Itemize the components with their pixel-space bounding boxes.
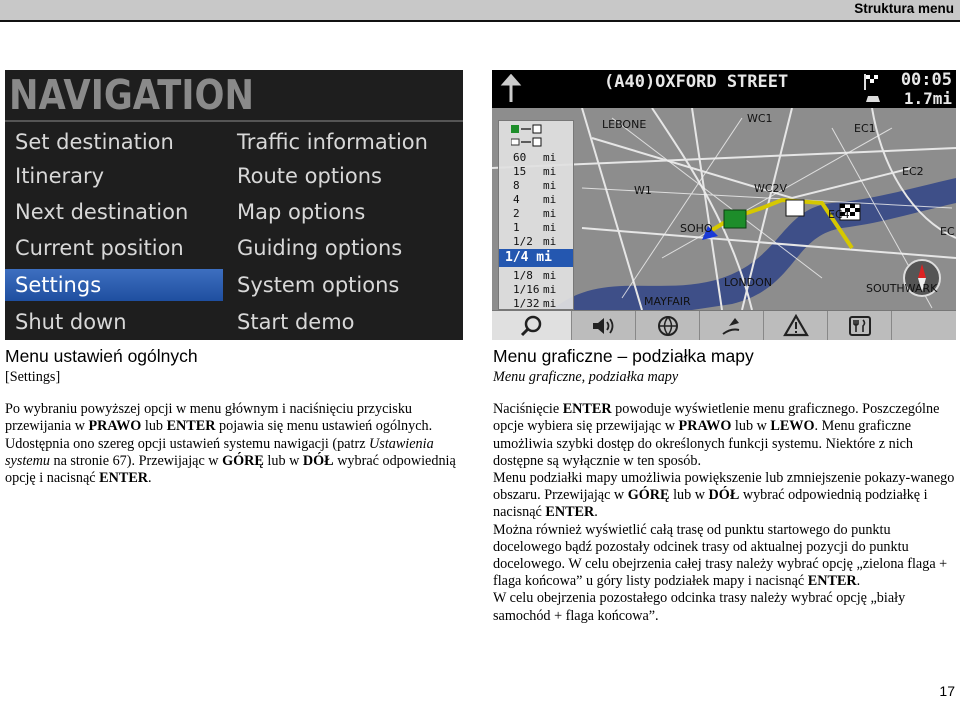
map-label: LONDON	[724, 276, 772, 289]
nav-item-settings[interactable]: Settings	[5, 269, 223, 301]
map-label: EC4	[828, 208, 850, 221]
nav-item-map-options[interactable]: Map options	[237, 200, 366, 224]
scale-option[interactable]: 1/8 mi	[513, 269, 557, 282]
nav-item-traffic-information[interactable]: Traffic information	[237, 130, 428, 154]
nav-item-next-destination[interactable]: Next destination	[15, 200, 189, 224]
scale-option[interactable]: 15 mi	[513, 165, 557, 178]
route-button[interactable]	[700, 311, 764, 340]
car-icon	[864, 92, 882, 106]
volume-icon	[590, 314, 618, 338]
route-overview-icon[interactable]	[511, 124, 561, 150]
scale-option[interactable]: 1/2 mi	[513, 235, 557, 248]
nav-item-route-options[interactable]: Route options	[237, 164, 382, 188]
warning-icon	[783, 314, 809, 338]
graphic-menu-section	[493, 346, 957, 625]
scale-option[interactable]: 1 mi	[513, 221, 557, 234]
scale-option[interactable]: 1/32 mi	[513, 297, 557, 310]
map-label: SOUTHWARK	[866, 282, 938, 295]
street-name: (A40)OXFORD STREET	[604, 72, 789, 92]
nav-item-set-destination[interactable]: Set destination	[15, 130, 174, 154]
settings-menu-section	[5, 346, 461, 487]
scale-option[interactable]: 60 mi	[513, 151, 557, 164]
header-title: Struktura menu	[854, 1, 954, 16]
section-heading: Menu ustawień ogólnych	[5, 346, 198, 366]
nav-item-guiding-options[interactable]: Guiding options	[237, 236, 403, 260]
graphic-menu-bar	[492, 310, 956, 340]
section-heading: Menu graficzne – podziałka mapy	[493, 346, 754, 366]
map-label: SOHO	[680, 222, 713, 235]
route-icon	[719, 314, 745, 338]
volume-button[interactable]	[572, 311, 636, 340]
nav-item-system-options[interactable]: System options	[237, 273, 400, 297]
paragraph: Menu podziałki mapy umożliwia powiększenie lub zmniejszenie pokazy-wanego obszaru. Przewijając w GÓRĘ lub w DÓŁ wybrać odpowiednią podziałkę i nacisnąć ENTER.	[493, 470, 955, 521]
scale-option-selected[interactable]: 1/4 mi	[499, 249, 573, 267]
map-status-bar	[492, 70, 956, 108]
map-label: W1	[634, 184, 652, 197]
paragraph: Naciśnięcie ENTER powoduje wyświetlenie menu graficznego. Poszczególne opcje wybiera się przewijając w PRAWO lub w LEWO. Menu graficzne umożliwia szybki dostęp do określonych funkcji systemu. Niektóre z nich dostępne są wyłącznie w ten sposób.	[493, 401, 940, 469]
paragraph: W celu obejrzenia pozostałego odcinka trasy należy wybrać opcję „biały samochód + flaga końcowa”.	[493, 590, 906, 624]
scale-option[interactable]: 8 mi	[513, 179, 557, 192]
finish-flag-icon	[864, 74, 882, 90]
map-label: EC1	[854, 122, 876, 135]
map-label: EC2	[902, 165, 924, 178]
zoom-button[interactable]	[492, 311, 572, 340]
map-label: MAYFAIR	[644, 295, 691, 308]
nav-item-current-position[interactable]: Current position	[15, 236, 184, 260]
nav-item-itinerary[interactable]: Itinerary	[15, 164, 105, 188]
map-label: LEBONE	[602, 118, 647, 131]
scale-option[interactable]: 1/16 mi	[513, 283, 557, 296]
paragraph: Po wybraniu powyższej opcji w menu głównym i naciśnięciu przycisku przewijania w PRAWO lub ENTER pojawia się menu ustawień ogólnych.	[5, 401, 433, 435]
restaurant-button[interactable]	[828, 311, 892, 340]
map-scale-list[interactable]	[498, 120, 574, 310]
map-label: WC1	[747, 112, 773, 125]
navigation-screenshot	[5, 70, 463, 340]
warning-button[interactable]	[764, 311, 828, 340]
globe-button[interactable]	[636, 311, 700, 340]
zoom-icon	[519, 314, 545, 338]
map-label: WC2V	[754, 182, 788, 195]
remaining-distance: 1.7mi	[903, 89, 952, 108]
turn-arrow-icon	[498, 74, 524, 104]
nav-item-start-demo[interactable]: Start demo	[237, 310, 355, 334]
restaurant-icon	[847, 314, 873, 338]
scale-option[interactable]: 2 mi	[513, 207, 557, 220]
globe-icon	[656, 314, 680, 338]
nav-title: NAVIGATION	[9, 71, 254, 119]
section-subheading: Menu graficzne, podziałka mapy	[493, 369, 679, 385]
remaining-time: 00:05	[900, 70, 952, 90]
nav-item-shut-down[interactable]: Shut down	[15, 310, 127, 334]
nav-title-divider	[5, 120, 463, 122]
page-header	[0, 0, 960, 22]
map-screenshot	[492, 70, 956, 340]
scale-option[interactable]: 4 mi	[513, 193, 557, 206]
page-number: 17	[939, 683, 955, 699]
map-label: EC	[940, 225, 955, 238]
paragraph: Można również wyświetlić całą trasę od punktu startowego do punktu docelowego bądź pozostały odcinek trasy od aktualnej pozycji do punktu docelowego. W celu obejrzenia całej trasy należy wybrać opcję „zielona flaga + flaga końcowa” u góry listy podziałek mapy i nacisnąć ENTER.	[493, 521, 948, 590]
section-subheading: [Settings]	[5, 369, 61, 385]
paragraph: Udostępnia ono szereg opcji ustawień systemu nawigacji (patrz Ustawienia systemu na stronie 67). Przewijając w GÓRĘ lub w DÓŁ wybrać odpowiednią opcję i nacisnąć ENTER.	[5, 435, 456, 487]
